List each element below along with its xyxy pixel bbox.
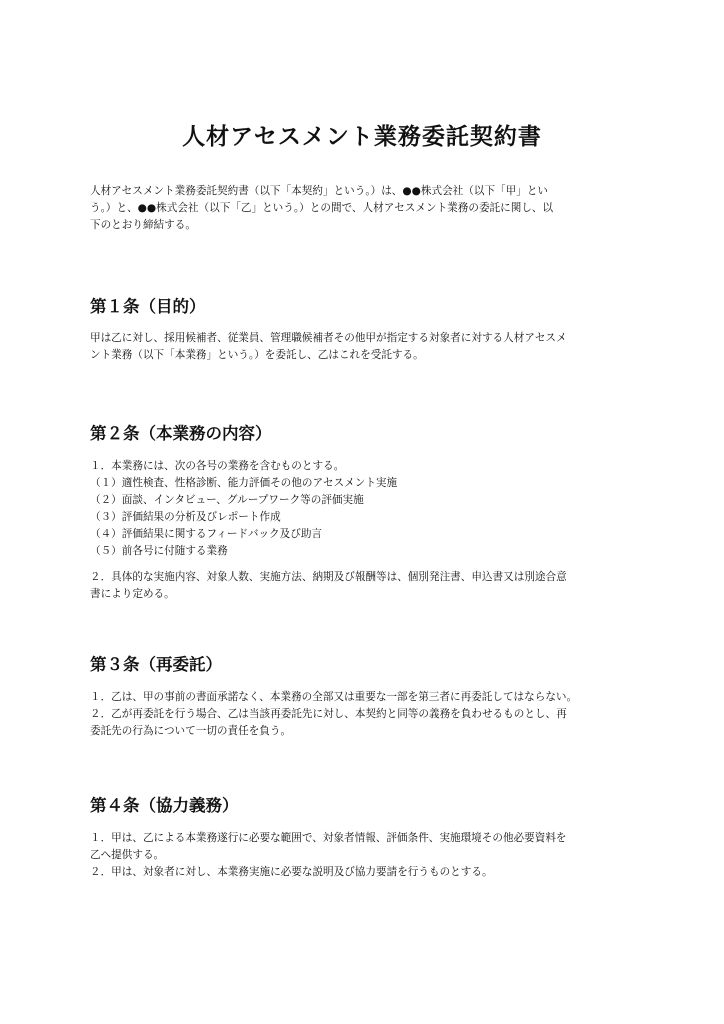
intro-paragraph (90, 183, 650, 234)
intro-line: う。）と、●●株式会社（以下「乙」という。）との間で、人材アセスメント業務の委託に関し、以 (90, 202, 554, 214)
article-heading: 第３条（再委託） (90, 655, 222, 674)
article-item: （３）評価結果の分析及びレポート作成 (90, 511, 281, 523)
article-item: （５）前各号に付随する業務 (90, 545, 228, 557)
article-body (90, 830, 650, 881)
article-item: （１）適性検査、性格診断、能力評価その他のアセスメント実施 (90, 477, 398, 489)
article-body (90, 330, 650, 364)
intro-line: 下のとおり締結する。 (90, 219, 196, 231)
article-line: 甲は乙に対し、採用候補者、従業員、管理職候補者その他甲が指定する対象者に対する人材アセスメ (90, 332, 567, 344)
article-line: ント業務（以下「本業務」という。）を委託し、乙はこれを受託する。 (90, 349, 424, 361)
article-item: （４）評価結果に関するフィードバック及び助言 (90, 528, 323, 540)
document-title: 人材アセスメント業務委託契約書 (182, 124, 542, 150)
article-heading: 第２条（本業務の内容） (90, 424, 272, 443)
article-line: １．乙は、甲の事前の書面承諾なく、本業務の全部又は重要な一部を第三者に再委託してはならない。 (90, 691, 578, 703)
article-body (90, 689, 650, 740)
article-heading: 第４条（協力義務） (90, 796, 239, 815)
article-line: ２．具体的な実施内容、対象人数、実施方法、納期及び報酬等は、個別発注書、申込書又は別途合意 (90, 571, 567, 583)
article-line: 乙へ提供する。 (90, 849, 165, 861)
article-1 (90, 296, 650, 364)
article-heading: 第１条（目的） (90, 297, 206, 316)
article-line: ２．甲は、対象者に対し、本業務実施に必要な説明及び協力要請を行うものとする。 (90, 866, 493, 878)
article-4 (90, 795, 650, 881)
article-line: １．本業務には、次の各号の業務を含むものとする。 (90, 460, 345, 472)
article-2 (90, 423, 650, 603)
article-line: 書により定める。 (90, 588, 175, 600)
article-line: 委託先の行為について一切の責任を負う。 (90, 725, 292, 737)
article-line: ２．乙が再委託を行う場合、乙は当該再委託先に対し、本契約と同等の義務を負わせるものとし、再 (90, 708, 567, 720)
article-body (90, 458, 650, 603)
article-line: １．甲は、乙による本業務遂行に必要な範囲で、対象者情報、評価条件、実施環境その他必要資料を (90, 832, 567, 844)
article-3 (90, 654, 650, 740)
article-item: （２）面談、インタビュー、グループワーク等の評価実施 (90, 494, 364, 506)
intro-line: 人材アセスメント業務委託契約書（以下「本契約」という。）は、●●株式会社（以下「甲」とい (90, 185, 549, 197)
